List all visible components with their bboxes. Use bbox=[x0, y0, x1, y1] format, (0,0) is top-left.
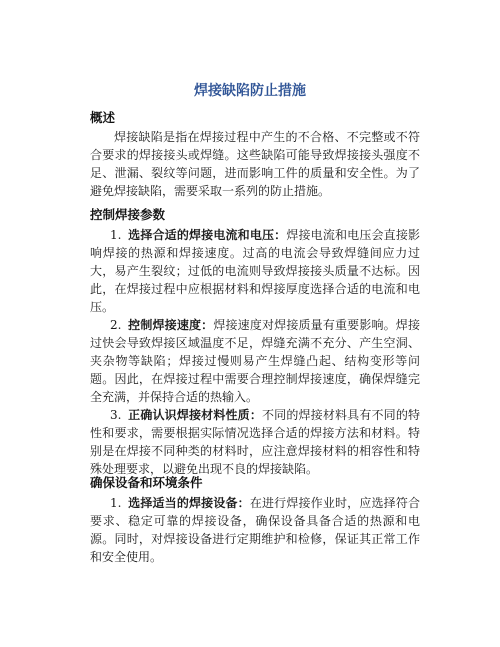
list-item-text: 不同的焊接材料具有不同的特性和要求，需要根据实际情况选择合适的焊接方法和材料。特别是在焊接不同种类的材料时，应注意焊接材料的相容性和特殊处理要求，以避免出现不良的焊接缺陷。 bbox=[90, 408, 420, 476]
list-item-number: 1. bbox=[110, 496, 122, 510]
list-item-number: 3. bbox=[110, 408, 122, 422]
list-item bbox=[90, 494, 420, 566]
list-item bbox=[90, 406, 420, 478]
list-item bbox=[90, 226, 420, 316]
list-item-number: 1. bbox=[110, 228, 122, 242]
list-item-lead: 选择合适的焊接电流和电压： bbox=[128, 228, 287, 242]
list-item-lead: 控制焊接速度： bbox=[128, 318, 214, 332]
list-item-text: 焊接速度对焊接质量有重要影响。焊接过快会导致焊接区域温度不足，焊缝充满不充分、产生空洞、夹杂物等缺陷；焊接过慢则易产生焊缝凸起、结构变形等问题。因此，在焊接过程中需要合理控制焊接速度，确保焊缝完全充满，并保持合适的热输入。 bbox=[90, 318, 420, 404]
overview-paragraph: 焊接缺陷是指在焊接过程中产生的不合格、不完整或不符合要求的焊接接头或焊缝。这些缺陷可能导致焊接接头强度不足、泄漏、裂纹等问题，进而影响工件的质量和安全性。为了避免焊接缺陷，需要采取一系列的防止措施。 bbox=[90, 130, 420, 198]
section-heading-welding-parameters: 控制焊接参数 bbox=[90, 207, 166, 222]
list-item bbox=[90, 316, 420, 406]
list-item-lead: 选择适当的焊接设备： bbox=[128, 496, 250, 510]
list-item-text: 在进行焊接作业时，应选择符合要求、稳定可靠的焊接设备，确保设备具备合适的热源和电源。同时，对焊接设备进行定期维护和检修，保证其正常工作和安全使用。 bbox=[90, 496, 420, 564]
list-item-text: 焊接电流和电压会直接影响焊接的热源和焊接速度。过高的电流会导致焊缝间应力过大，易产生裂纹；过低的电流则导致焊接接头质量不达标。因此，在焊接过程中应根据材料和焊接厚度选择合适的电流和电压。 bbox=[90, 228, 420, 314]
list-item-lead: 正确认识焊接材料性质： bbox=[128, 408, 262, 422]
section-heading-equipment-environment: 确保设备和环境条件 bbox=[90, 475, 203, 490]
list-item-number: 2. bbox=[110, 318, 122, 332]
document-title: 焊接缺陷防止措施 bbox=[194, 83, 306, 99]
section-heading-overview: 概述 bbox=[90, 110, 116, 125]
